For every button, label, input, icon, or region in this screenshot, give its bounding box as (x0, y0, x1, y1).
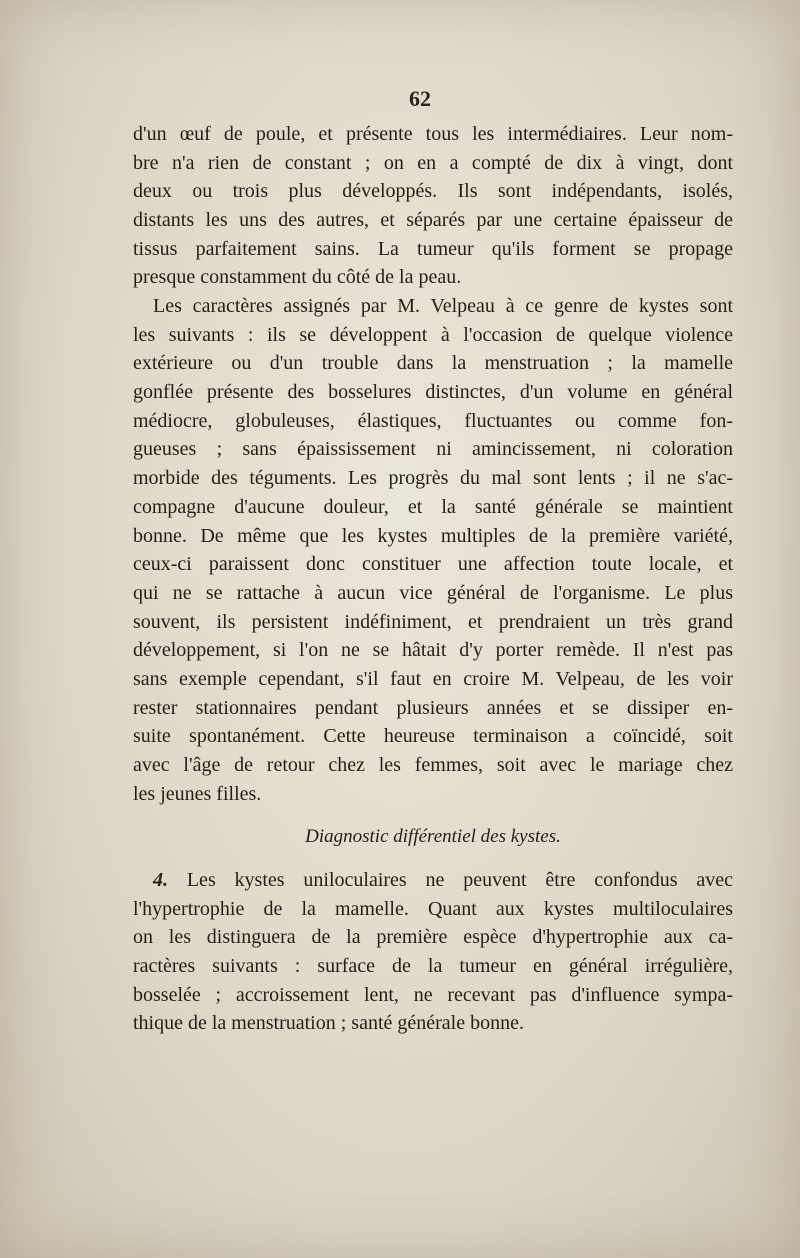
text-line: ractères suivants : surface de la tumeur en général irrégulière, (133, 955, 733, 978)
text-line: souvent, ils persistent indéfiniment, et prendraient un très grand (133, 610, 733, 633)
text-line: gonflée présente des bosselures distinctes, d'un volume en général (133, 381, 733, 404)
text-line (133, 866, 733, 895)
text-line: les jeunes filles. (133, 782, 262, 805)
text-line: d'un œuf de poule, et présente tous les intermédiaires. Leur nom- (133, 123, 733, 145)
paragraph-1 (133, 120, 733, 292)
text-line: morbide des téguments. Les progrès du mal sont lents ; il ne s'ac- (133, 467, 733, 490)
text-line: l'hypertrophie de la mamelle. Quant aux kystes multiloculaires (133, 897, 733, 920)
text-line: sans exemple cependant, s'il faut en croire M. Velpeau, de les voir (133, 667, 733, 690)
text-line: presque constamment du côté de la peau. (133, 266, 462, 289)
text-line: on les distinguera de la première espèce d'hypertrophie aux ca- (133, 926, 733, 949)
paragraph-number: 4. (153, 869, 168, 891)
section-heading: Diagnostic différentiel des kystes. (305, 826, 561, 847)
text-line: les suivants : ils se développent à l'occasion de quelque violence (133, 323, 733, 346)
text-line: thique de la menstruation ; santé générale bonne. (133, 1012, 524, 1035)
text-line: médiocre, globuleuses, élastiques, fluctuantes ou comme fon- (133, 409, 733, 432)
paragraph-2 (133, 292, 733, 808)
text-line: bonne. De même que les kystes multiples de la première variété, (133, 524, 733, 547)
text-line: Les caractères assignés par M. Velpeau à ce genre de kystes sont (153, 295, 733, 317)
text-line-content: Les kystes uniloculaires ne peuvent être confondus avec (186, 869, 733, 891)
text-line: gueuses ; sans épaississement ni amincissement, ni coloration (133, 438, 733, 461)
text-line: bosselée ; accroissement lent, ne recevant pas d'influence sympa- (133, 983, 733, 1006)
text-line: ceux-ci paraissent donc constituer une affection toute locale, et (133, 553, 733, 576)
text-line: deux ou trois plus développés. Ils sont indépendants, isolés, (133, 180, 733, 203)
text-line: suite spontanément. Cette heureuse terminaison a coïncidé, soit (133, 725, 733, 748)
text-line: développement, si l'on ne se hâtait d'y porter remède. Il n'est pas (133, 639, 733, 662)
text-line: compagne d'aucune douleur, et la santé générale se maintient (133, 495, 733, 518)
text-line: rester stationnaires pendant plusieurs années et se dissiper en- (133, 696, 733, 719)
text-line: distants les uns des autres, et séparés par une certaine épaisseur de (133, 209, 733, 232)
text-line: extérieure ou d'un trouble dans la menstruation ; la mamelle (133, 352, 733, 375)
text-line: avec l'âge de retour chez les femmes, soit avec le mariage chez (133, 754, 733, 776)
page-number: 62 (409, 86, 431, 111)
text-line: bre n'a rien de constant ; on en a compté de dix à vingt, dont (133, 151, 733, 174)
text-line: qui ne se rattache à aucun vice général de l'organisme. Le plus (133, 581, 733, 604)
text-line: tissus parfaitement sains. La tumeur qu'ils forment se propage (133, 237, 733, 260)
paragraph-3 (133, 866, 733, 1038)
